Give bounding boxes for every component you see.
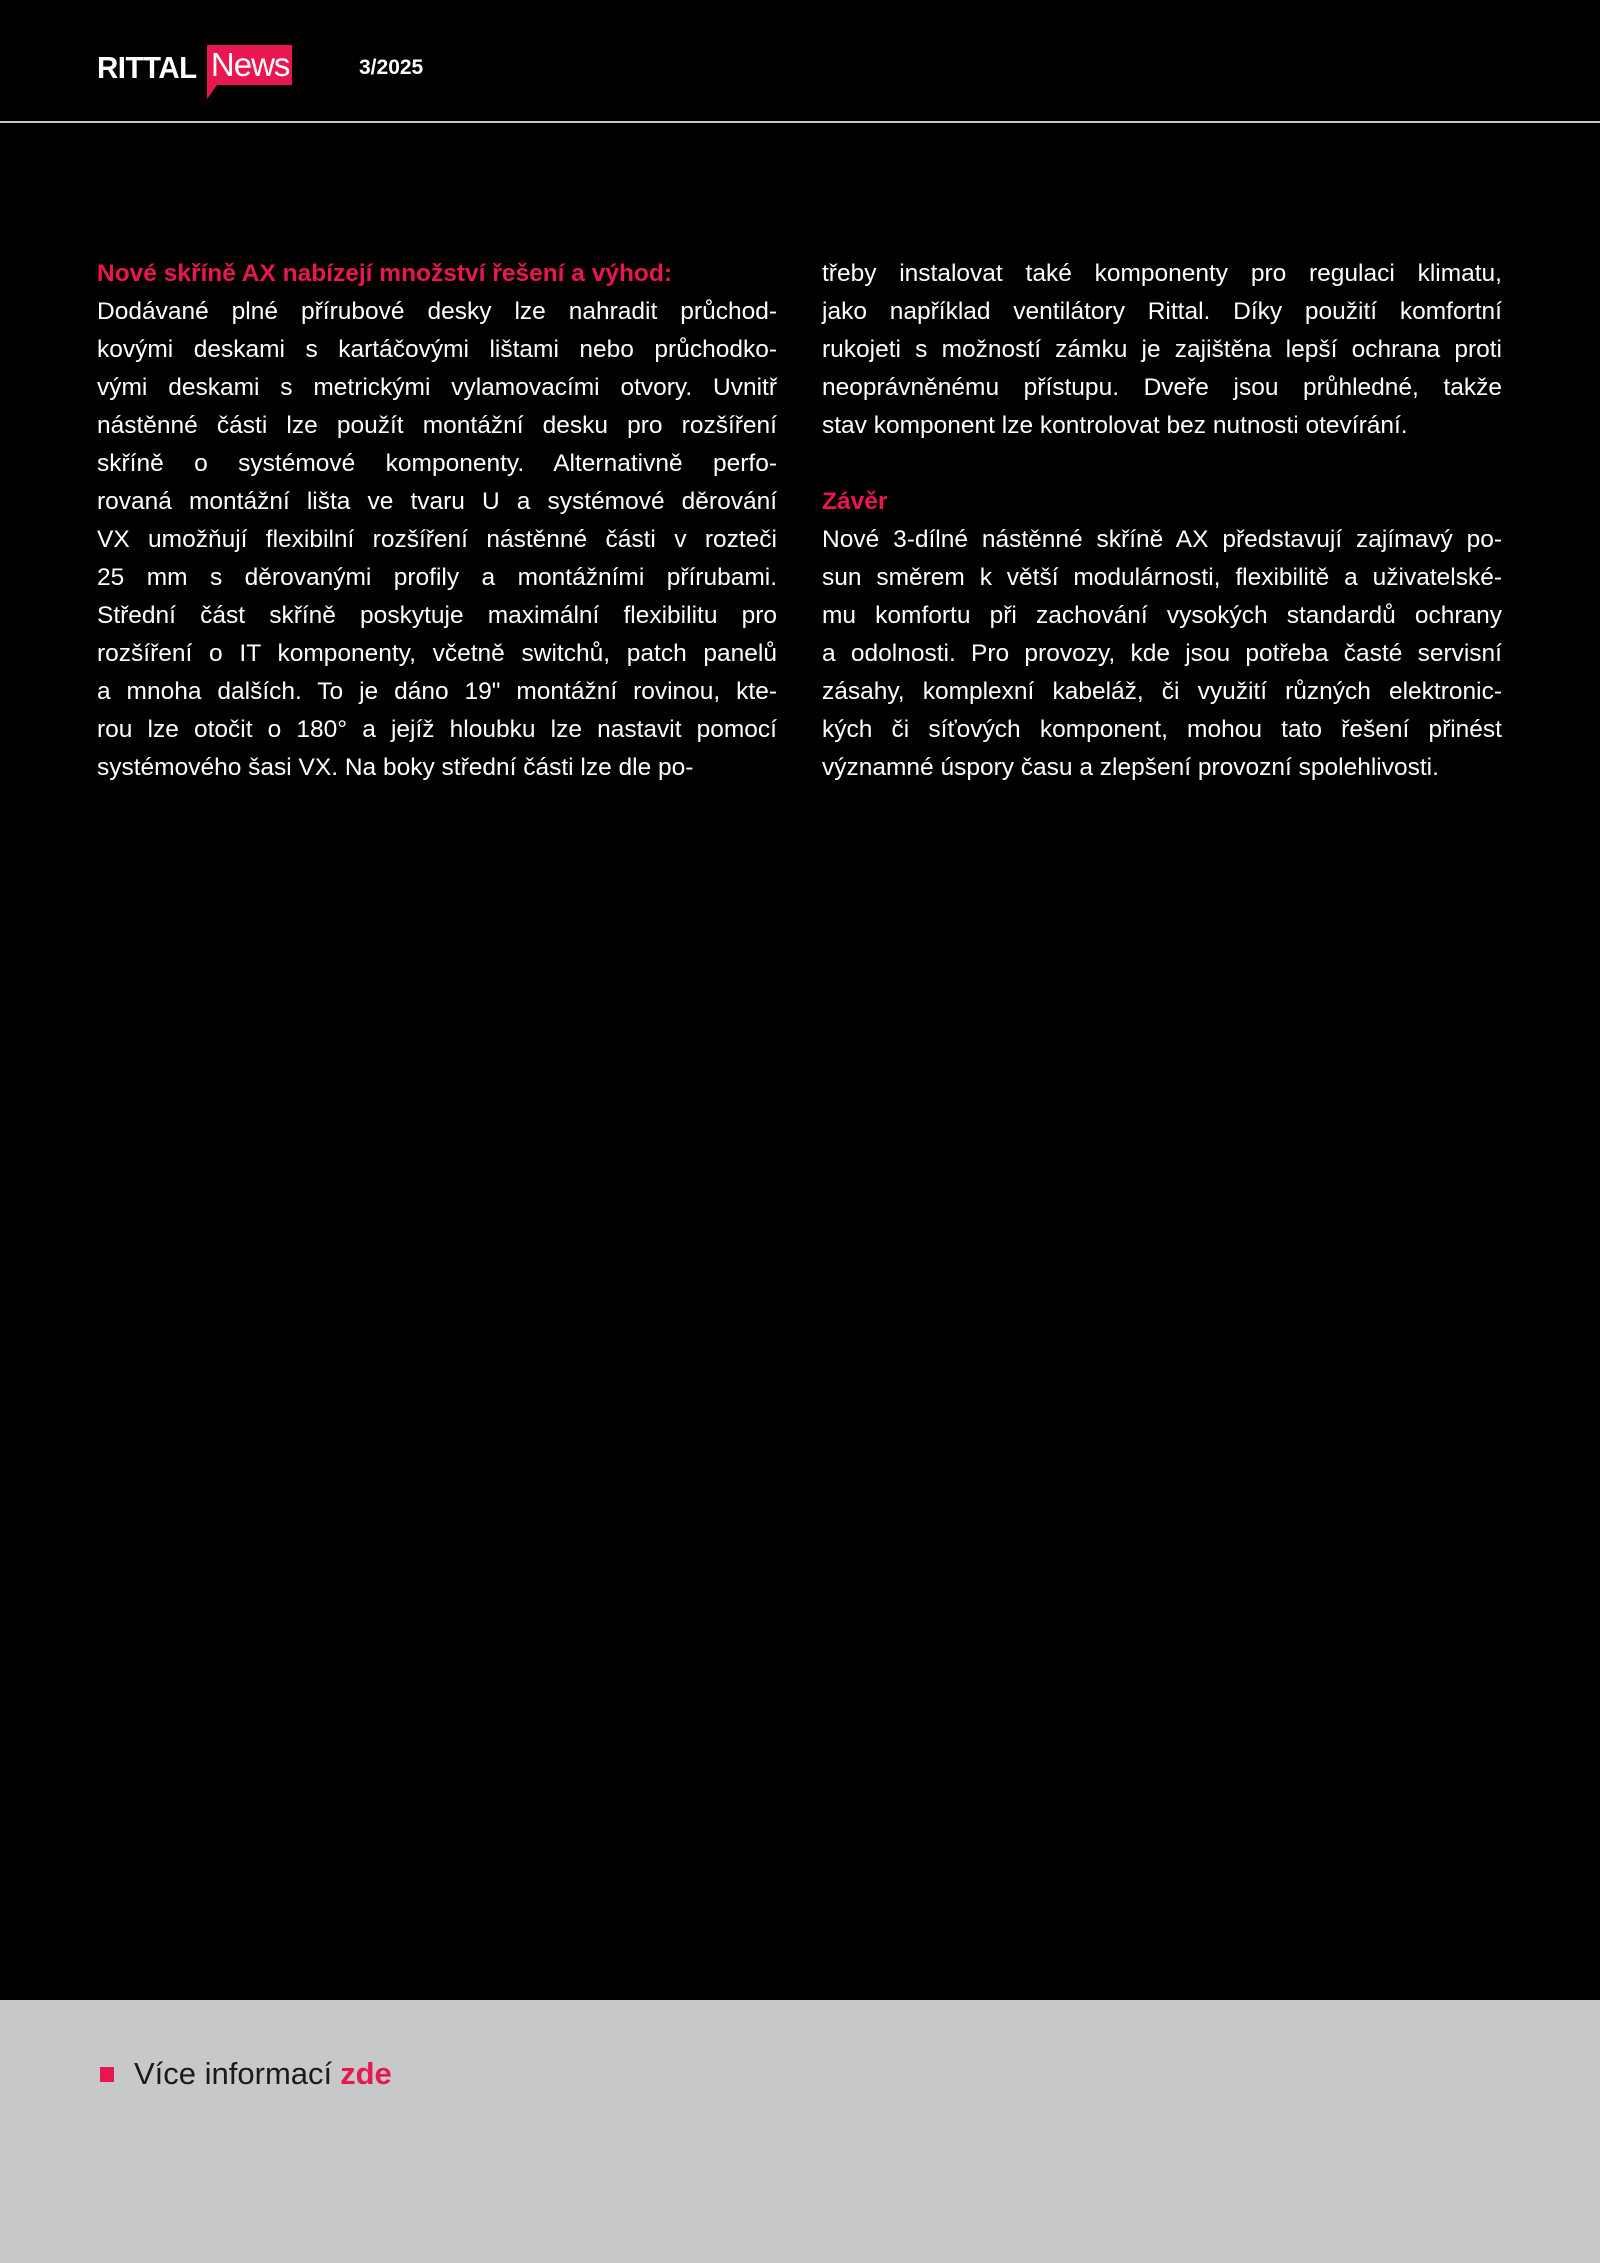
right-column	[822, 255, 1502, 787]
text-line: zásahy, komplexní kabeláž, či využití různých elektronic-	[822, 678, 1502, 705]
right-paragraph	[822, 255, 1502, 445]
text-line: rovaná montážní lišta ve tvaru U a systémové děrování	[97, 488, 777, 515]
more-info-link[interactable]: zde	[340, 2056, 392, 2091]
text-line: VX umožňují flexibilní rozšíření nástěnné části v rozteči	[97, 526, 777, 553]
text-line: Střední část skříně poskytuje maximální flexibilitu pro	[97, 602, 777, 629]
text-line: 25 mm s děrovanými profily a montážními přírubami.	[97, 564, 777, 591]
section-heading: Nové skříně AX nabízejí množství řešení a výhod:	[97, 260, 673, 287]
text-line: rozšíření o IT komponenty, včetně switchů, patch panelů	[97, 640, 777, 667]
text-line: mu komfortu při zachování vysokých standardů ochrany	[822, 602, 1502, 629]
issue-number: 3/2025	[359, 56, 424, 79]
rittal-news-logo	[97, 45, 292, 97]
more-info	[100, 2056, 392, 2092]
text-line: neoprávněnému přístupu. Dveře jsou průhledné, takže	[822, 374, 1502, 401]
text-line: rou lze otočit o 180° a jejíž hloubku lze nastavit pomocí	[97, 716, 777, 743]
text-line: stav komponent lze kontrolovat bez nutnosti otevírání.	[822, 412, 1408, 439]
text-line: Dodávané plné přírubové desky lze nahradit průchod-	[97, 298, 777, 325]
text-line: Nové 3-dílné nástěnné skříně AX představují zajímavý po-	[822, 526, 1502, 553]
header	[0, 0, 1600, 122]
text-line: nástěnné části lze použít montážní desku pro rozšíření	[97, 412, 777, 439]
text-line: kovými deskami s kartáčovými lištami nebo průchodko-	[97, 336, 777, 363]
logo-news-badge: News	[207, 45, 293, 85]
text-line: skříně o systémové komponenty. Alternativně perfo-	[97, 450, 777, 477]
text-line: třeby instalovat také komponenty pro regulaci klimatu,	[822, 260, 1502, 287]
header-divider	[0, 121, 1600, 123]
text-line: a mnoha dalších. To je dáno 19" montážní rovinou, kte-	[97, 678, 777, 705]
left-paragraph	[97, 293, 777, 787]
text-line: systémového šasi VX. Na boky střední části lze dle po-	[97, 754, 694, 781]
more-info-text: Více informací	[134, 2056, 333, 2091]
bullet-square-icon	[100, 2067, 114, 2082]
text-line: vými deskami s metrickými vylamovacími otvory. Uvnitř	[97, 374, 777, 401]
text-line: rukojeti s možností zámku je zajištěna lepší ochrana proti	[822, 336, 1502, 363]
text-line: a odolnosti. Pro provozy, kde jsou potřeba časté servisní	[822, 640, 1502, 667]
left-column	[97, 255, 777, 787]
text-line: jako například ventilátory Rittal. Díky použití komfortní	[822, 298, 1502, 325]
text-line: sun směrem k větší modulárnosti, flexibilitě a uživatelské-	[822, 564, 1502, 591]
text-line: kých či síťových komponent, mohou tato řešení přinést	[822, 716, 1502, 743]
conclusion-heading: Závěr	[822, 488, 888, 515]
text-line: významné úspory času a zlepšení provozní spolehlivosti.	[822, 754, 1439, 781]
logo-brand: RITTAL	[97, 50, 197, 85]
footer	[0, 2000, 1600, 2263]
conclusion-paragraph	[822, 521, 1502, 787]
